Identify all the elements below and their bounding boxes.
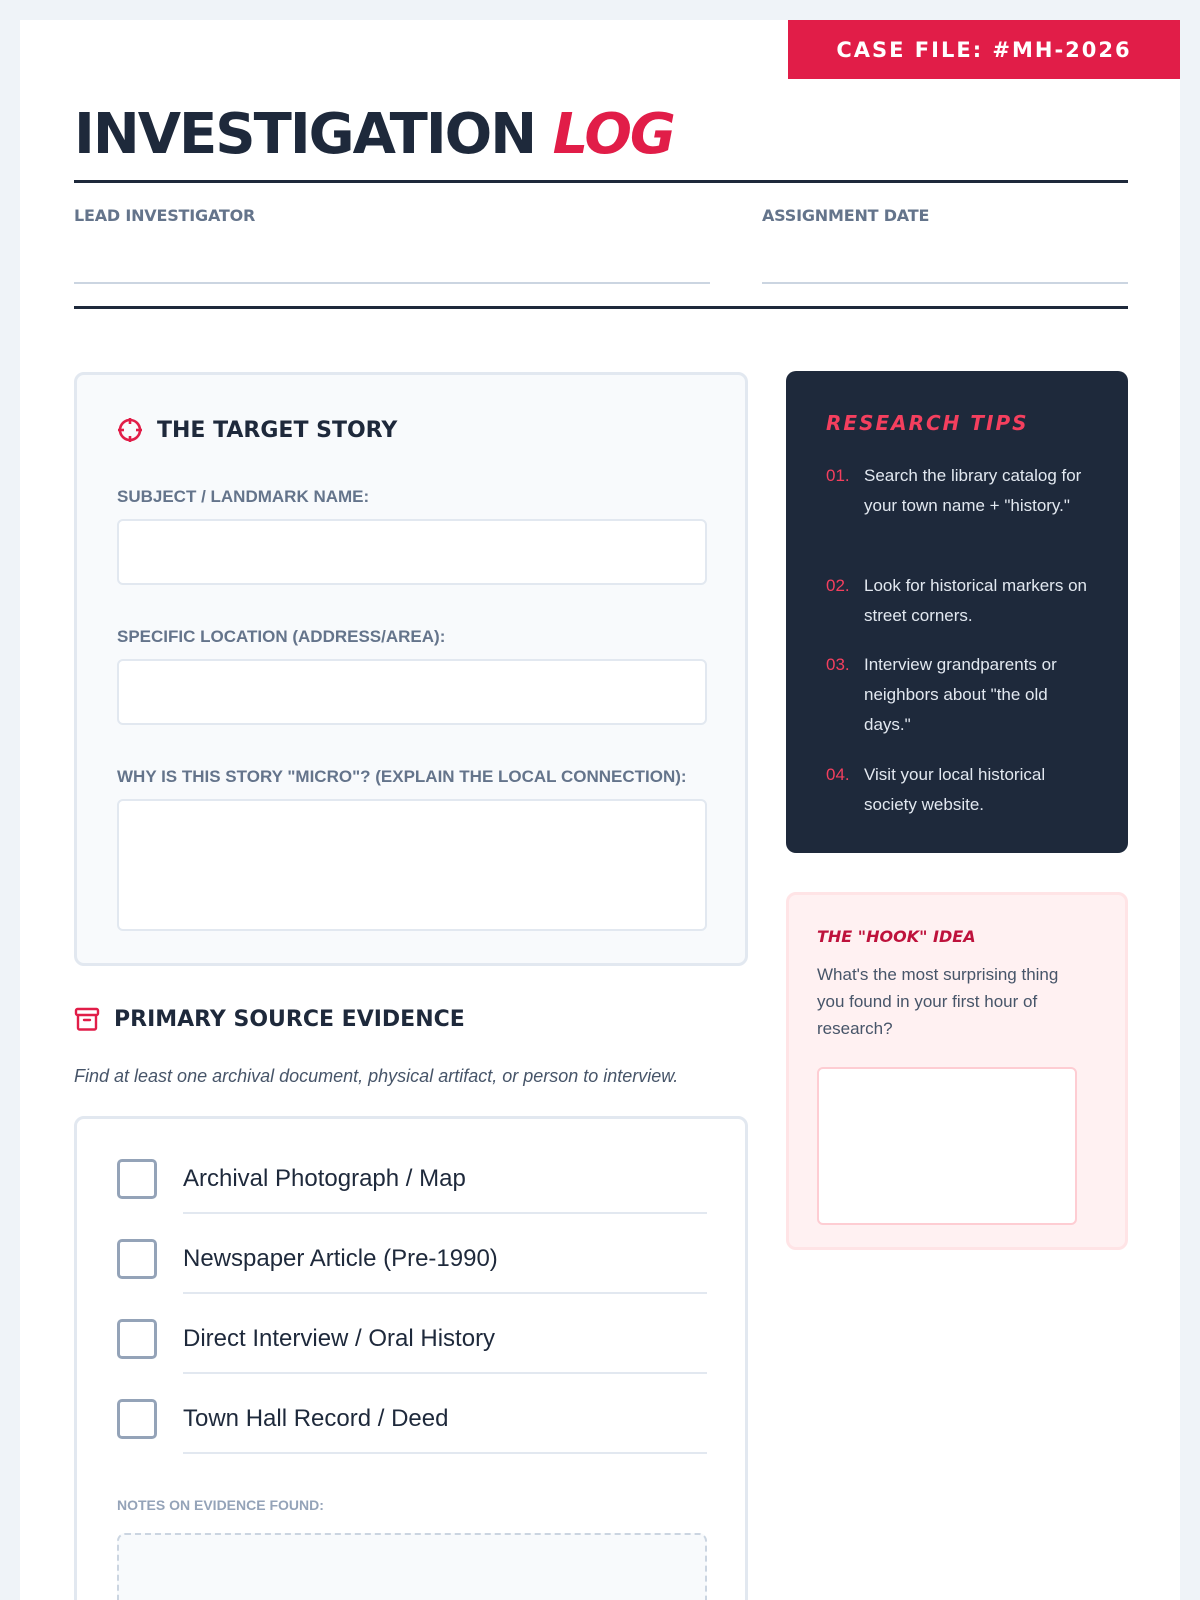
evidence-item-label: Direct Interview / Oral History [183, 1325, 496, 1352]
tip-item [826, 650, 1096, 740]
evidence-checkbox[interactable] [117, 1239, 157, 1279]
evidence-item-divider [183, 1292, 707, 1294]
evidence-heading-text: PRIMARY SOURCE EVIDENCE [114, 1006, 465, 1032]
hook-idea-textarea[interactable] [817, 1067, 1077, 1225]
research-tips-card [786, 371, 1128, 853]
evidence-item[interactable] [117, 1159, 709, 1239]
evidence-item-label: Town Hall Record / Deed [183, 1405, 449, 1432]
location-input[interactable] [117, 659, 707, 725]
case-file-badge: CASE FILE: #MH-2026 [788, 20, 1180, 79]
research-tips-title: RESEARCH TIPS [826, 411, 1029, 435]
location-label: SPECIFIC LOCATION (ADDRESS/AREA): [117, 627, 446, 646]
evidence-item[interactable] [117, 1399, 709, 1479]
evidence-notes-label: NOTES ON EVIDENCE FOUND: [117, 1497, 324, 1513]
tip-text: Look for historical markers on street corners. [864, 576, 1087, 625]
subject-label: SUBJECT / LANDMARK NAME: [117, 487, 370, 506]
target-story-heading [117, 417, 397, 443]
evidence-checkbox[interactable] [117, 1399, 157, 1439]
hook-idea-title: THE "HOOK" IDEA [817, 927, 976, 946]
evidence-item-divider [183, 1452, 707, 1454]
micro-reason-textarea[interactable] [117, 799, 707, 931]
hook-idea-prompt: What's the most surprising thing you found in your first hour of research? [817, 965, 1059, 1038]
evidence-description: Find at least one archival document, physical artifact, or person to interview. [74, 1066, 679, 1086]
crosshair-icon [117, 417, 143, 443]
target-story-heading-text: THE TARGET STORY [157, 417, 398, 443]
evidence-item-divider [183, 1212, 707, 1214]
tip-item [826, 571, 1096, 631]
target-story-card [74, 372, 748, 966]
micro-reason-label: WHY IS THIS STORY "MICRO"? (EXPLAIN THE LOCAL CONNECTION): [117, 767, 687, 786]
evidence-item-label: Newspaper Article (Pre-1990) [183, 1245, 498, 1272]
page-title [74, 102, 674, 167]
lead-investigator-field[interactable] [74, 282, 710, 284]
title-accent: LOG [552, 102, 674, 167]
tip-number: 04. [826, 765, 850, 784]
evidence-heading [74, 1006, 465, 1032]
header-rule-bottom [74, 306, 1128, 309]
tip-number: 02. [826, 576, 850, 595]
tip-text: Search the library catalog for your town name + "history." [864, 466, 1082, 515]
lead-investigator-label: LEAD INVESTIGATOR [74, 206, 256, 225]
assignment-date-field[interactable] [762, 282, 1128, 284]
title-main: INVESTIGATION [74, 102, 536, 167]
subject-input[interactable] [117, 519, 707, 585]
tip-text: Visit your local historical society website. [864, 765, 1046, 814]
evidence-checkbox[interactable] [117, 1159, 157, 1199]
tip-text: Interview grandparents or neighbors about "the old days." [864, 655, 1057, 734]
hook-idea-card [786, 892, 1128, 1250]
header-rule-top [74, 180, 1128, 183]
tip-item [826, 760, 1096, 820]
evidence-item[interactable] [117, 1239, 709, 1319]
tip-item [826, 461, 1096, 521]
archive-box-icon [74, 1006, 100, 1032]
tip-number: 03. [826, 655, 850, 674]
assignment-date-label: ASSIGNMENT DATE [762, 206, 930, 225]
tip-number: 01. [826, 466, 850, 485]
worksheet-page [20, 20, 1180, 1600]
evidence-item[interactable] [117, 1319, 709, 1399]
evidence-item-label: Archival Photograph / Map [183, 1165, 466, 1192]
evidence-checkbox[interactable] [117, 1319, 157, 1359]
evidence-checklist-card [74, 1116, 748, 1600]
evidence-notes-textarea[interactable] [117, 1533, 707, 1600]
evidence-item-divider [183, 1372, 707, 1374]
